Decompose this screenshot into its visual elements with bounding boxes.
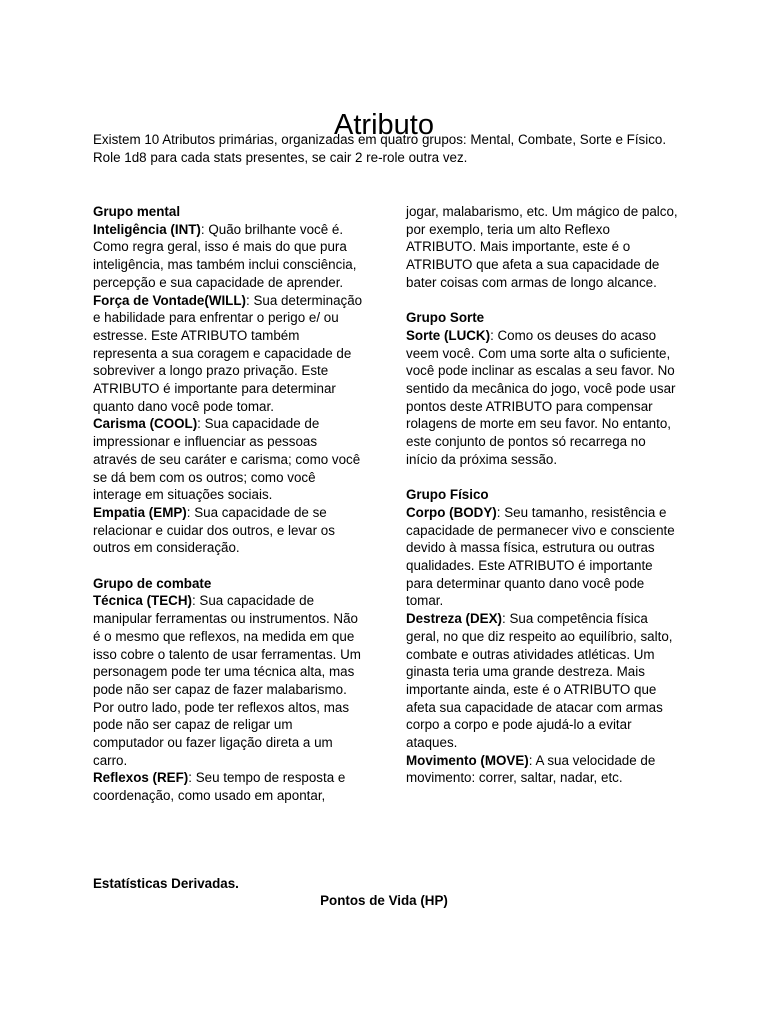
attribute-emp — [93, 504, 363, 557]
spacer — [93, 557, 363, 575]
attribute-will-label: Força de Vontade(WILL) — [93, 292, 246, 308]
group-sorte-heading: Grupo Sorte — [406, 310, 485, 326]
attribute-ref-text: : Seu tempo de resposta e coordenação, como usado em apontar, — [93, 770, 346, 804]
attribute-move — [406, 752, 680, 787]
attribute-move-text: : A sua velocidade de movimento: correr, saltar, nadar, etc. — [406, 752, 656, 786]
attribute-emp-text: : Sua capacidade de se relacionar e cuidar dos outros, e levar os outros em consideração. — [93, 504, 335, 556]
attribute-luck-text: : Como os deuses do acaso veem você. Com uma sorte alta o suficiente, você pode inclinar as escalas a seu favor. No sentido da mecânica do jogo, você pode usar pontos deste ATRIBUTO para compensar rolagens de morte em seu favor. No entanto, este conjunto de pontos só recarrega no início da próxima sessão. — [406, 327, 676, 467]
attribute-int — [93, 221, 363, 292]
attribute-move-label: Movimento (MOVE) — [406, 752, 529, 768]
attribute-body-text: : Seu tamanho, resistência e capacidade de permanecer vivo e consciente devido à massa física, estrutura ou outras qualidades. Este ATRIBUTO é importante para determinar quanto dano você pode tomar. — [406, 504, 675, 609]
attribute-emp-label: Empatia (EMP) — [93, 504, 187, 520]
group-combate-heading: Grupo de combate — [93, 575, 212, 591]
attribute-tech — [93, 592, 363, 769]
attribute-body — [406, 504, 680, 610]
attribute-tech-text: : Sua capacidade de manipular ferramentas ou instrumentos. Não é o mesmo que reflexos, na medida em que isso cobre o talento de usar ferramentas. Um personagem pode ter uma técnica alta, mas pode não ser capaz de fazer malabarismo. Por outro lado, pode ter reflexos altos, mas pode não ser capaz de religar um computador ou fazer ligação direta a um carro. — [93, 593, 361, 768]
attribute-dex-label: Destreza (DEX) — [406, 611, 502, 627]
right-column — [406, 203, 680, 787]
attribute-will-text: : Sua determinação e habilidade para enfrentar o perigo e/ ou estresse. Este ATRIBUTO também representa a sua coragem e capacidade de sobreviver a longo prazo privação. Este ATRIBUTO é importante para determinar quanto dano você pode tomar. — [93, 292, 363, 414]
derived-stats-heading: Estatísticas Derivadas. — [93, 876, 239, 891]
attribute-will — [93, 292, 363, 416]
spacer — [406, 292, 680, 310]
attribute-int-text: : Quão brilhante você é. Como regra geral, isso é mais do que pura inteligência, mas também inclui consciência, percepção e sua capacidade de aprender. — [93, 221, 357, 290]
attribute-ref — [93, 769, 363, 804]
spacer — [406, 469, 680, 487]
left-column — [93, 203, 363, 805]
attribute-luck — [406, 327, 680, 469]
attribute-int-label: Inteligência (INT) — [93, 221, 201, 237]
attribute-body-label: Corpo (BODY) — [406, 504, 497, 520]
attribute-ref-continued: jogar, malabarismo, etc. Um mágico de palco, por exemplo, teria um alto Reflexo ATRIBUTO. Mais importante, este é o ATRIBUTO que afeta a sua capacidade de bater coisas com armas de longo alcance. — [406, 204, 678, 290]
intro-paragraph: Existem 10 Atributos primárias, organizadas em quatro grupos: Mental, Combate, Sorte e Físico. Role 1d8 para cada stats presentes, se cair 2 re-role outra vez. — [93, 132, 667, 165]
attribute-ref-label: Reflexos (REF) — [93, 770, 189, 786]
attribute-cool — [93, 415, 363, 504]
group-mental-heading: Grupo mental — [93, 204, 181, 219]
hp-heading: Pontos de Vida (HP) — [320, 893, 448, 908]
attribute-cool-text: : Sua capacidade de impressionar e influenciar as pessoas através de seu caráter e carisma; como você se dá bem com os outros; como você interage em situações sociais. — [93, 416, 361, 503]
attribute-dex-text: : Sua competência física geral, no que diz respeito ao equilíbrio, salto, combate e outras atividades atléticas. Um ginasta teria uma grande destreza. Mais importante ainda, este é o ATRIBUTO que afeta sua capacidade de atacar com armas corpo a corpo e pode ajudá-lo a evitar ataques. — [406, 611, 673, 751]
attribute-tech-label: Técnica (TECH) — [93, 593, 192, 609]
group-fisico-heading: Grupo Físico — [406, 487, 489, 503]
attribute-cool-label: Carisma (COOL) — [93, 416, 198, 432]
attribute-luck-label: Sorte (LUCK) — [406, 327, 491, 343]
page-title: Atributo — [334, 109, 434, 142]
attribute-dex — [406, 610, 680, 752]
